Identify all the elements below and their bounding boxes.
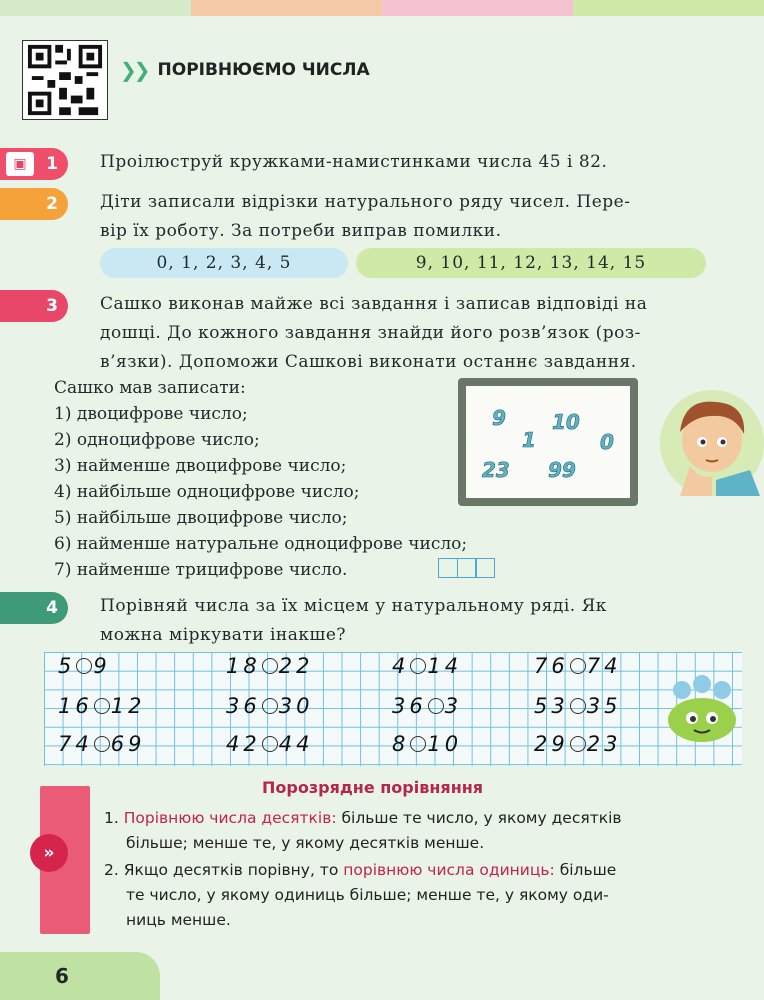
list-item: 3) найменше двоцифрове число; [54,456,347,476]
comparison-circle[interactable] [410,658,426,674]
number-right: 30 [278,694,314,718]
number-left: 53 [534,694,569,718]
comparison [226,654,313,678]
number-left: 4 [392,654,410,678]
number-left: 76 [534,654,569,678]
comparison [534,732,621,756]
task-4-text-line2: можна міркувати інакше? [100,625,346,645]
page-number: 6 [55,964,69,988]
sequence-box-2 [356,248,706,278]
number-left: 29 [534,732,569,756]
number-right: 9 [93,654,111,678]
rule-item-2 [104,858,744,933]
task-number: 3 [46,296,58,316]
number-right: 35 [586,694,622,718]
comparison-circle[interactable] [262,698,278,714]
comparison [226,732,313,756]
top-color-strip [0,0,764,16]
comparison [534,694,621,718]
number-right: 10 [427,732,463,756]
task-2-text-line2: вір їх роботу. За потреби виправ помилки. [100,221,502,241]
number-right: 14 [427,654,463,678]
number-left: 5 [58,654,76,678]
number-right: 44 [278,732,314,756]
chalkboard [458,378,638,506]
sequence-1: 0, 1, 2, 3, 4, 5 [156,253,292,273]
sequence-box-1 [100,248,348,278]
double-chevron-icon: ❯❯ [120,58,148,82]
rule-text: Якщо десятків порівну, то [123,861,344,879]
comparison [58,732,145,756]
comparison-circle[interactable] [570,736,586,752]
comparison-circle[interactable] [262,736,278,752]
comparison-circle[interactable] [94,736,110,752]
number-left: 74 [58,732,93,756]
rule-title: Порозрядне порівняння [262,778,484,797]
comparison-circle[interactable] [76,658,92,674]
comparison [392,694,462,718]
comparison-circle[interactable] [428,698,444,714]
number-left: 36 [226,694,261,718]
task-3-text-line3: в’язки). Допоможи Сашкові виконати останнє завдання. [100,352,637,372]
comparison-circle[interactable] [570,698,586,714]
number-right: 74 [586,654,622,678]
comparison [58,694,145,718]
board-number: 23 [482,458,510,482]
task-2-tab [0,188,68,220]
list-intro: Сашко мав записати: [54,378,246,398]
sequence-2: 9, 10, 11, 12, 13, 14, 15 [415,253,647,273]
board-number: 10 [552,410,580,434]
comparison [58,654,111,678]
comparison-circle[interactable] [410,736,426,752]
task-number: 2 [46,194,58,214]
boy-illustration [660,390,764,496]
task-number: 1 [46,154,58,174]
list-item: 4) найбільше одноцифрове число; [54,482,360,502]
number-left: 8 [392,732,410,756]
number-left: 18 [226,654,261,678]
task-4-tab [0,592,68,624]
comparison [392,732,462,756]
number-left: 36 [392,694,427,718]
list-item: 7) найменше трицифрове число. [54,560,348,580]
board-number: 0 [600,430,614,454]
qr-code-icon[interactable] [22,40,108,120]
rule-text: більше те число, у якому десятків [336,809,622,827]
rule-text: те число, у якому одиниць більше; менше те, у якому оди- [126,886,609,904]
task-2-text-line1: Діти записали відрізки натурального ряду чисел. Пере- [100,192,631,212]
comparison-circle[interactable] [94,698,110,714]
comparison-circle[interactable] [262,658,278,674]
rule-item-number: 1. [104,809,119,827]
task-3-tab [0,290,68,322]
comparison-circle[interactable] [570,658,586,674]
task-number: 4 [46,598,58,618]
double-chevron-circle-icon: » [30,834,68,872]
number-right: 23 [586,732,622,756]
page-number-tab [0,952,160,1000]
task-3-list [54,375,467,583]
number-left: 42 [226,732,261,756]
list-item: 5) найбільше двоцифрове число; [54,508,348,528]
comparison [392,654,462,678]
number-right: 3 [444,694,463,718]
task-4-text-line1: Порівняй числа за їх місцем у натуральному ряді. Як [100,596,607,616]
rule-highlight: Порівнюю числа десятків: [123,809,337,827]
list-item: 1) двоцифрове число; [54,404,248,424]
rule-highlight: порівнюю числа одиниць: [343,861,555,879]
comparison [226,694,313,718]
page-title: ПОРІВНЮЄМО ЧИСЛА [157,60,370,80]
number-right: 22 [278,654,314,678]
section-heading [120,58,370,82]
number-right: 69 [110,732,146,756]
comparison [534,654,621,678]
rule-text: більше; менше те, у якому десятків менше. [126,834,485,852]
task-1-text: Проілюструй кружками-намистинками числа 45 і 82. [100,152,608,172]
answer-cells[interactable] [438,558,494,578]
board-number: 99 [548,458,576,482]
task-3-text-line2: дошці. До кожного завдання знайди його розв’язок (роз- [100,323,641,343]
green-monster-illustration [660,672,744,744]
rule-text: більше [554,861,617,879]
rule-item-number: 2. [104,861,119,879]
rule-text: ниць менше. [126,911,231,929]
list-item: 2) одноцифрове число; [54,430,260,450]
rule-item-1 [104,806,744,856]
board-number: 9 [492,406,506,430]
board-number: 1 [522,428,536,452]
number-left: 16 [58,694,93,718]
number-right: 12 [110,694,146,718]
task-1-tab [0,148,68,180]
list-item: 6) найменше натуральне одноцифрове число; [54,534,468,554]
book-icon: ▣ [6,152,34,176]
task-3-text-line1: Сашко виконав майже всі завдання і записав відповіді на [100,294,648,314]
